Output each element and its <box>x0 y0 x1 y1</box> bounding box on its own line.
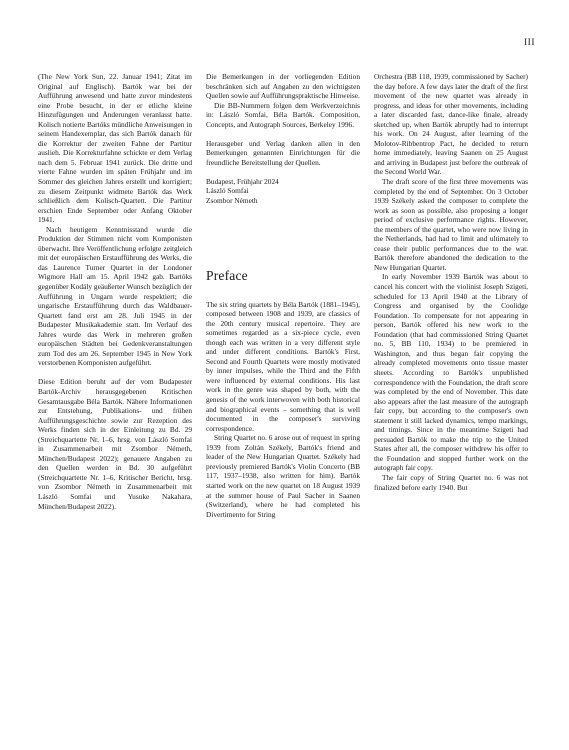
paragraph: String Quartet no. 6 arose out of request in spring 1939 from Zoltán Székely, Bartók's friend and leader of the New Hungarian Quartet. Székely had previously premiered Bartók's Violin Concerto (BB 117, 1937–1938, also written for him). Bartók started work on the new quartet on 18 August 1939 at the summer house of Paul Sacher in Saanen (Switzerland), where he had completed his Divertimento for String <box>206 433 360 519</box>
paragraph: Orchestra (BB 118, 1939, commissioned by Sacher) the day before. A few days later the draft of the first movement of the new quartet was already in progress, and ideas for other movements, including a later discarded fast, dance-like finale, already sketched up, when Bartók abruptly had to interrupt his work. On 24 August, after learning of the Molotov-Ribbentrop Pact, he decided to return home immediately, leaving Saanen on 25 August and arriving in Budapest just before the outbreak of the Second World War. <box>374 72 528 177</box>
paragraph: The draft score of the first three movements was completed by the end of September. On 3 October 1939 Székely asked the composer to complete the work as soon as possible, also proposing a longer period of exclusive performance rights. However, the members of the quartet, who were now living in the Netherlands, had had to limit and ultimately to cease their public performances due to the war. Bartók therefore abandoned the dedication to the New Hungarian Quartet. <box>374 177 528 272</box>
paragraph: Nach heutigem Kenntnisstand wurde die Produktion der Stimmen nicht vom Komponisten überwacht. Ihre Veröffentlichung erfolgte zeitgleich mit der europäischen Erstaufführung des Werks, die das Laurence Turner Quartet in der Londoner Wigmore Hall am 15. April 1942 gab. Bartóks gegenüber Kodály geäußerter Wunsch bezüglich der Aufführung in Ungarn wurde respektiert; die ungarische Erstaufführung durch das Waldbauer-Quartett fand erst am 28. Juli 1945 in der Budapester Musikakademie statt. Im Verlauf des Jahres wurde das Werk in mehreren großen europäischen Städten bei Gedenkveranstaltungen zum Tod des am 26. September 1945 in New York verstorbenen Komponisten aufgeführt. <box>38 224 192 368</box>
paragraph: Zsombor Németh <box>206 196 258 206</box>
paragraph: Diese Edition beruht auf der vom Budapester Bartók-Archiv herausgegebenen Kritischen Gesamtausgabe Béla Bartók. Nähere Informationen zur Entstehung, Publikations- und frühen Aufführungsgeschichte sowie zur Rezeption des Werks finden sich in der Einleitung zu Bd. 29 (Streichquartette Nr. 1–6, hrsg. von László Somfai in Zusammenarbeit mit Zsombor Németh, München/Budapest 2022); genauere Angaben zu den Quellen werden in Bd. 30 aufgeführt (Streichquartette Nr. 1–6, Kritischer Bericht, hrsg. von Zsombor Németh in Zusammenarbeit mit László Somfai und Yusuke Nakahara, München/Budapest 2022). <box>38 377 192 511</box>
paragraph: Die BB-Nummern folgen dem Werkverzeichnis in: László Somfai, Béla Bartók. Composition, Concepts, and Autograph Sources, Berkeley 1996. <box>206 100 360 129</box>
paragraph: The six string quartets by Béla Bartók (1881–1945), composed between 1908 and 1939, are classics of the 20th century musical repertoire. They are sometimes regarded as a six-piece cycle, even though each was written in a very different style and under different conditions. Bartók's First, Second and Fourth Quartets were mostly motivated by inner impulses, while the Third and the Fifth were influenced by external conditions. His last work in the genre was shaped by both, with the genesis of the work interwoven with both historical and biographical events – something that is well documented in the composer's surviving correspondence. <box>206 299 360 433</box>
preface-heading: Preface <box>206 267 248 283</box>
paragraph: The fair copy of String Quartet no. 6 was not finalized before early 1940. But <box>374 472 528 492</box>
paragraph: Die Bemerkungen in der vorliegenden Edition beschränken sich auf Angaben zu den wichtigsten Quellen sowie auf Aufführungspraktische Hinweise. <box>206 72 360 101</box>
paragraph: Budapest, Frühjahr 2024 <box>206 176 279 186</box>
paragraph: In early November 1939 Bartók was about to cancel his concert with the violinist Joseph Szigeti, scheduled for 13 April 1940 at the Library of Congress and organised by the Coolidge Foundation. To compensate for not appearing in person, Bartók offered his new work to the Foundation (that had commissioned String Quartet no. 5, BB 110, 1934) to be premiered in Washington, and thus began fair copying the already completed movements onto tissue master sheets. According to Bartók's unpublished correspondence with the Foundation, the draft score was completed by the end of November. This date also appears after the last measure of the autograph fair copy, but according to the composer's own statement it still lacked dynamics, tempo markings, and timings. Since in the meantime Szigeti had persuaded Bartók to make the trip to the United States after all, the composer withdrew his offer to the Foundation and stopped further work on the autograph fair copy. <box>374 272 528 473</box>
column-right <box>374 72 528 492</box>
column-left <box>38 72 192 511</box>
page-number: III <box>524 38 535 48</box>
preface-body <box>206 300 360 520</box>
german-closing-notes <box>206 72 360 206</box>
paragraph: László Somfai <box>206 186 249 196</box>
column-middle <box>206 72 360 519</box>
paragraph: (The New York Sun, 22. Januar 1941; Zitat im Original auf Englisch). Bartók war bei der Aufführung anwesend und hatte zuvor mindestens eine Probe besucht, in der er etliche kleine Hinzufügungen und Änderungen veranlasst hatte. Kolisch notierte Bartóks mündliche Anweisungen in seinem Handexemplar, das sich Bartók danach für die Korrektur der zweiten Fahne der Partitur auslieh. Die Korrekturfahne schickte er dem Verlag nach dem 5. Februar 1941 zurück. Die dritte und vierte Fahne wurden im späten Frühjahr und im Sommer des gleichen Jahres erstellt und korrigiert; zu diesem Zeitpunkt widmete Bartók das Werk schließlich dem Kolisch-Quartett. Die Partitur erschien Ende September oder Anfang Oktober 1941. <box>38 72 192 225</box>
paragraph: Herausgeber und Verlag danken allen in den Bemerkungen genannten Einrichtungen für die freundliche Bereitstellung der Quellen. <box>206 138 360 167</box>
